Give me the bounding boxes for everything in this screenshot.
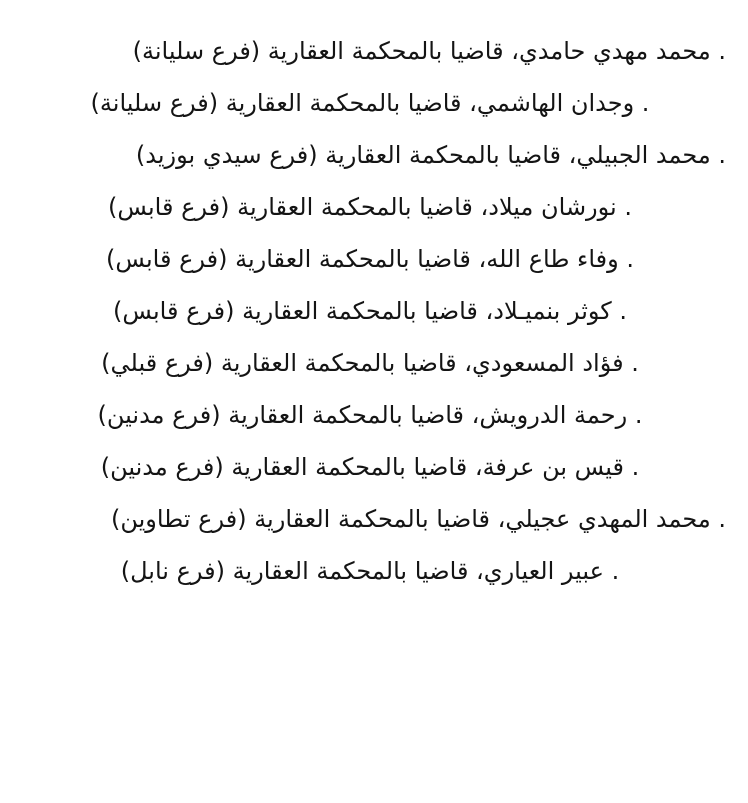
- list-item: . فؤاد المسعودي، قاضيا بالمحكمة العقارية (فرع قبلي): [101, 349, 639, 377]
- list-item: . محمد المهدي عجيلي، قاضيا بالمحكمة العقارية (فرع تطاوين): [110, 505, 726, 533]
- list-item: . قيس بن عرفة، قاضيا بالمحكمة العقارية (فرع مدنين): [100, 453, 640, 481]
- list-item: . عبير العياري، قاضيا بالمحكمة العقارية (فرع نابل): [120, 557, 620, 585]
- list-item: . رحمة الدرويش، قاضيا بالمحكمة العقارية (فرع مدنين): [97, 401, 643, 429]
- list-item: . وفاء طاع الله، قاضيا بالمحكمة العقارية (فرع قابس): [106, 245, 634, 273]
- list-item: . نورشان ميلاد، قاضيا بالمحكمة العقارية (فرع قابس): [108, 193, 632, 221]
- list-item: . كوثر بنميـلاد، قاضيا بالمحكمة العقارية (فرع قابس): [113, 297, 627, 325]
- list-item: . وجدان الهاشمي، قاضيا بالمحكمة العقارية (فرع سليانة): [90, 89, 650, 117]
- list-item: . محمد مهدي حامدي، قاضيا بالمحكمة العقارية (فرع سليانة): [132, 37, 726, 65]
- list-item: . محمد الجبيلي، قاضيا بالمحكمة العقارية (فرع سيدي بوزيد): [135, 141, 726, 169]
